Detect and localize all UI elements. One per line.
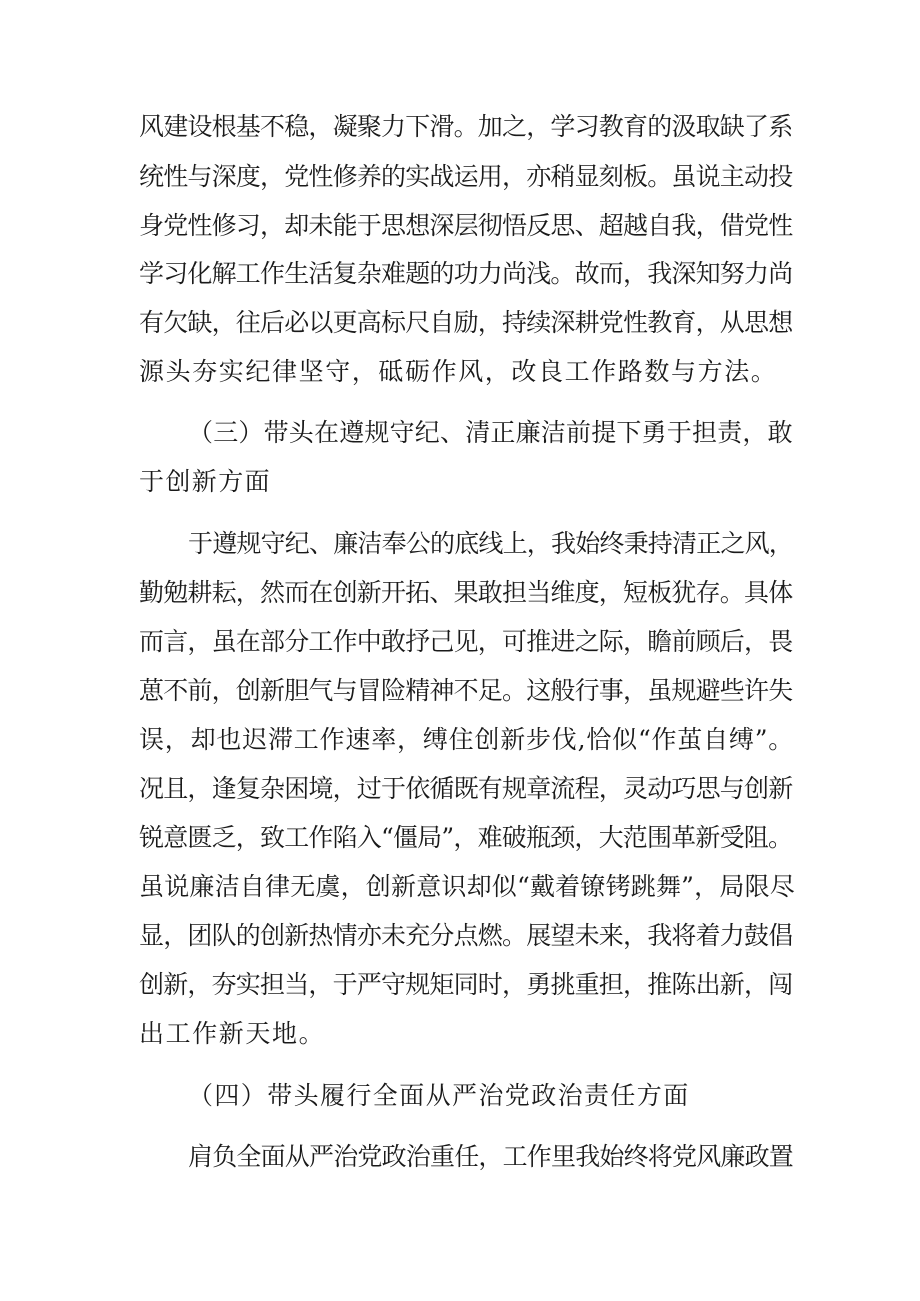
text-line: 虽说廉洁自律无虞，创新意识却似“戴着镣铐跳舞”，局限尽: [139, 872, 795, 901]
text-line: 学习化解工作生活复杂难题的功力尚浅。故而，我深知努力尚: [139, 259, 793, 288]
text-line: 创新，夯实担当，于严守规矩同时，勇挑重担，推陈出新，闯: [139, 970, 793, 999]
text-line: 葸不前，创新胆气与冒险精神不足。这般行事，虽规避些许失: [139, 676, 793, 705]
text-line: 勤勉耕耘，然而在创新开拓、果敢担当维度，短板犹存。具体: [139, 578, 793, 607]
text-line: 身党性修习，却未能于思想深层彻悟反思、超越自我，借党性: [139, 211, 793, 240]
heading-line: 于创新方面: [139, 467, 272, 496]
text-line: 于遵规守纪、廉洁奉公的底线上，我始终秉持清正之风，: [188, 529, 794, 558]
text-line: 风建设根基不稳，凝聚力下滑。加之，学习教育的汲取缺了系: [139, 112, 793, 141]
text-line: 而言，虽在部分工作中敢抒己见，可推进之际，瞻前顾后，畏: [139, 627, 793, 656]
text-line: 肩负全面从严治党政治重任，工作里我始终将党风廉政置: [188, 1142, 794, 1171]
text-line: 显，团队的创新热情亦未充分点燃。展望未来，我将着力鼓倡: [139, 921, 793, 950]
text-line: 出工作新天地。: [139, 1019, 326, 1048]
text-line: 有欠缺，往后必以更高标尺自励，持续深耕党性教育，从思想: [139, 308, 793, 337]
text-line: 锐意匮乏，致工作陷入“僵局”，难破瓶颈，大范围革新受阻。: [139, 823, 793, 852]
heading-line: （四）带头履行全面从严治党政治责任方面: [188, 1081, 690, 1110]
text-line: 统性与深度，党性修养的实战运用，亦稍显刻板。虽说主动投: [139, 162, 793, 191]
text-line: 况且，逢复杂困境，过于依循既有规章流程，灵动巧思与创新: [139, 774, 793, 803]
heading-line: （三）带头在遵规守纪、清正廉洁前提下勇于担责，敢: [188, 418, 793, 447]
text-line: 误，却也迟滞工作速率，缚住创新步伐,恰似“作茧自缚”。: [139, 725, 795, 754]
text-line: 源头夯实纪律坚守，砥砺作风，改良工作路数与方法。: [139, 357, 778, 386]
